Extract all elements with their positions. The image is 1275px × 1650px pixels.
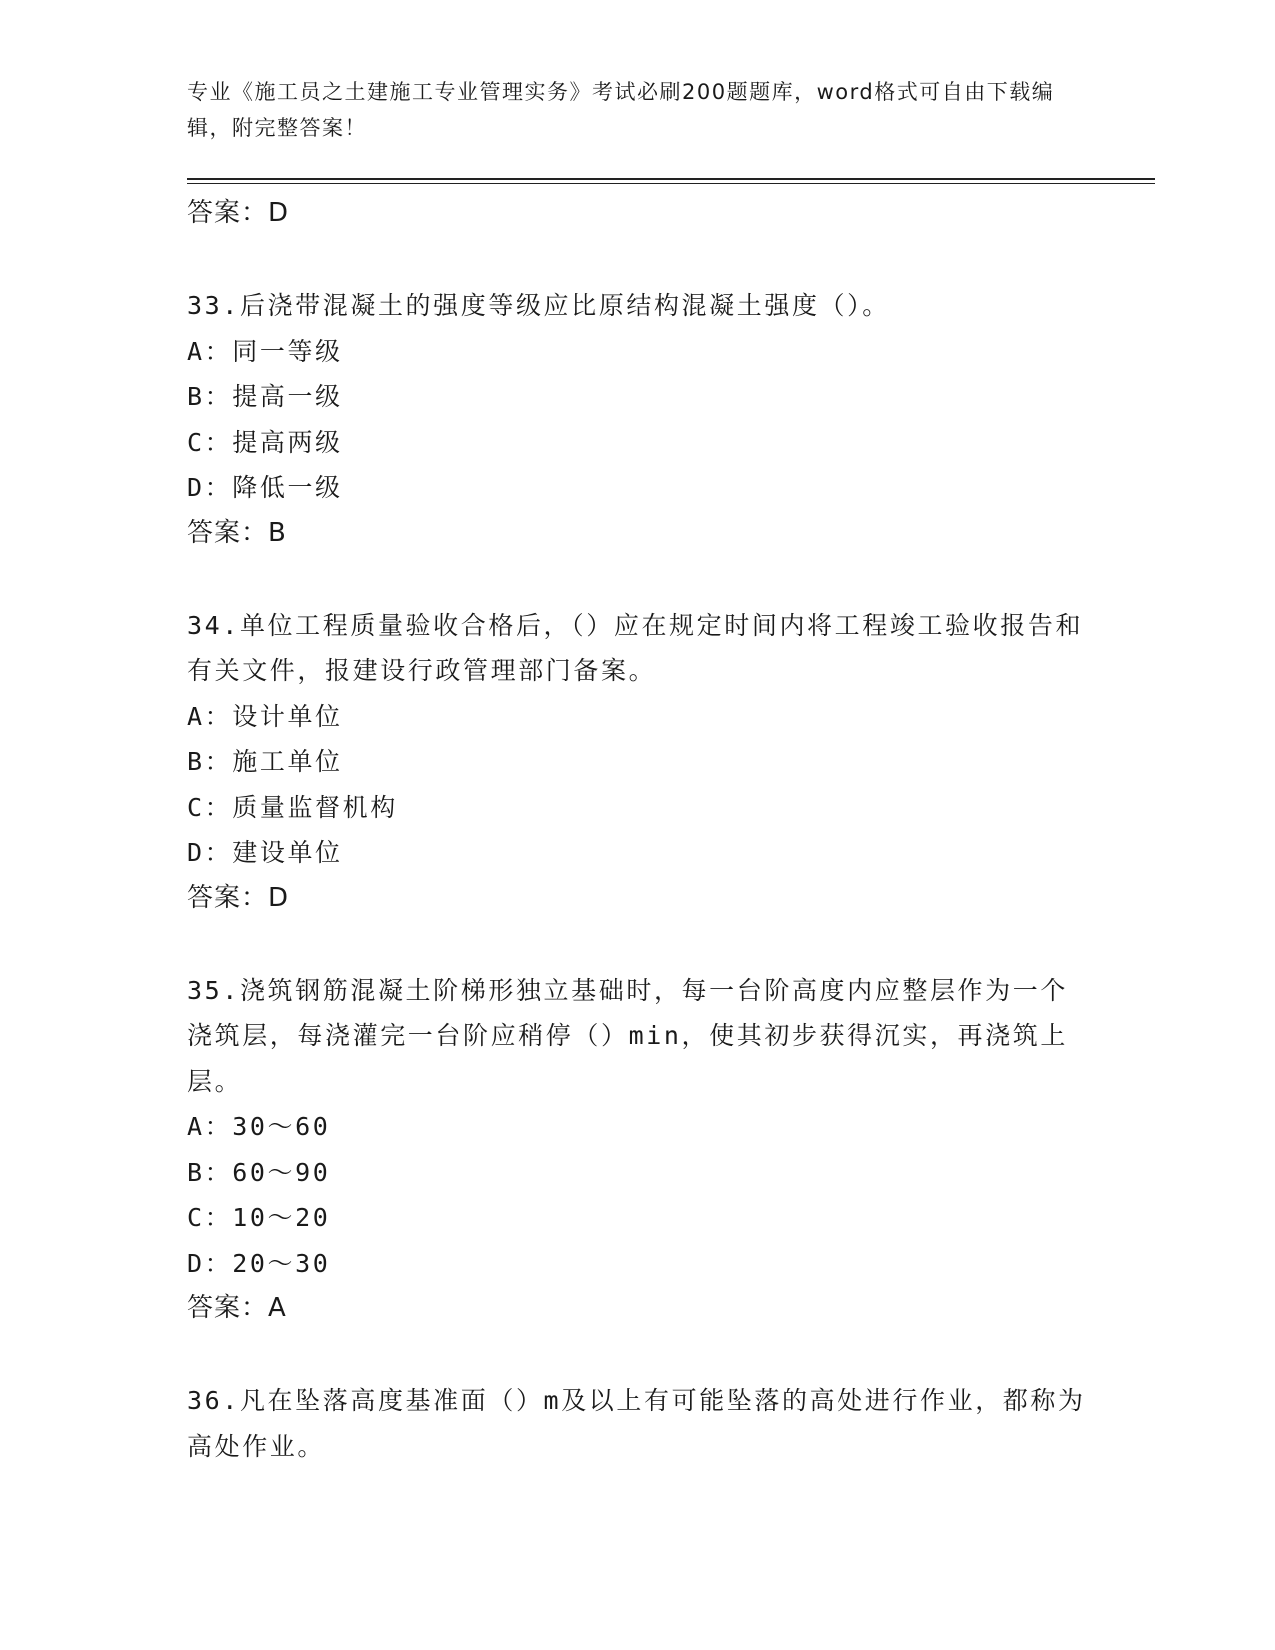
option-a: A：30～60 (187, 1112, 331, 1141)
option-c: C：提高两级 (187, 427, 343, 457)
answer-32: 答案：D (187, 198, 290, 228)
option-a: A：同一等级 (187, 336, 343, 366)
option-d: D：建设单位 (187, 838, 343, 867)
option-b: B：施工单位 (187, 747, 343, 776)
option-a: A：设计单位 (187, 701, 343, 731)
option-c: C：质量监督机构 (187, 792, 398, 822)
header-divider-thin (187, 183, 1155, 184)
question-stem: 35.浇筑钢筋混凝土阶梯形独立基础时，每一台阶高度内应整层作为一个浇筑层，每浇灌完一台阶应稍停（）min，使其初步获得沉实，再浇筑上层。 (187, 975, 1068, 1096)
question-stem: 34.单位工程质量验收合格后，（）应在规定时间内将工程竣工验收报告和有关文件，报建设行政管理部门备案。 (187, 610, 1084, 685)
option-c: C：10～20 (187, 1203, 331, 1232)
question-35 (187, 968, 1087, 1331)
answer: 答案：B (187, 517, 287, 548)
document-header: 专业《施工员之土建施工专业管理实务》考试必刷200题题库，word格式可自由下载编辑，附完整答案！ (187, 80, 1055, 140)
answer: 答案：D (187, 882, 290, 913)
option-d: D：降低一级 (187, 473, 343, 502)
question-34 (187, 603, 1087, 920)
option-b: B：提高一级 (187, 382, 343, 411)
answer: 答案：A (187, 1293, 287, 1323)
question-36 (187, 1378, 1087, 1469)
option-b: B：60～90 (187, 1157, 331, 1187)
question-list (187, 191, 1087, 1469)
question-stem: 36.凡在坠落高度基准面（）m及以上有可能坠落的高处进行作业，都称为高处作业。 (187, 1386, 1086, 1461)
option-d: D：20～30 (187, 1248, 331, 1278)
question-stem: 33.后浇带混凝土的强度等级应比原结构混凝土强度（）。 (187, 291, 890, 320)
question-33 (187, 283, 1087, 555)
header-divider-thick (187, 178, 1155, 180)
